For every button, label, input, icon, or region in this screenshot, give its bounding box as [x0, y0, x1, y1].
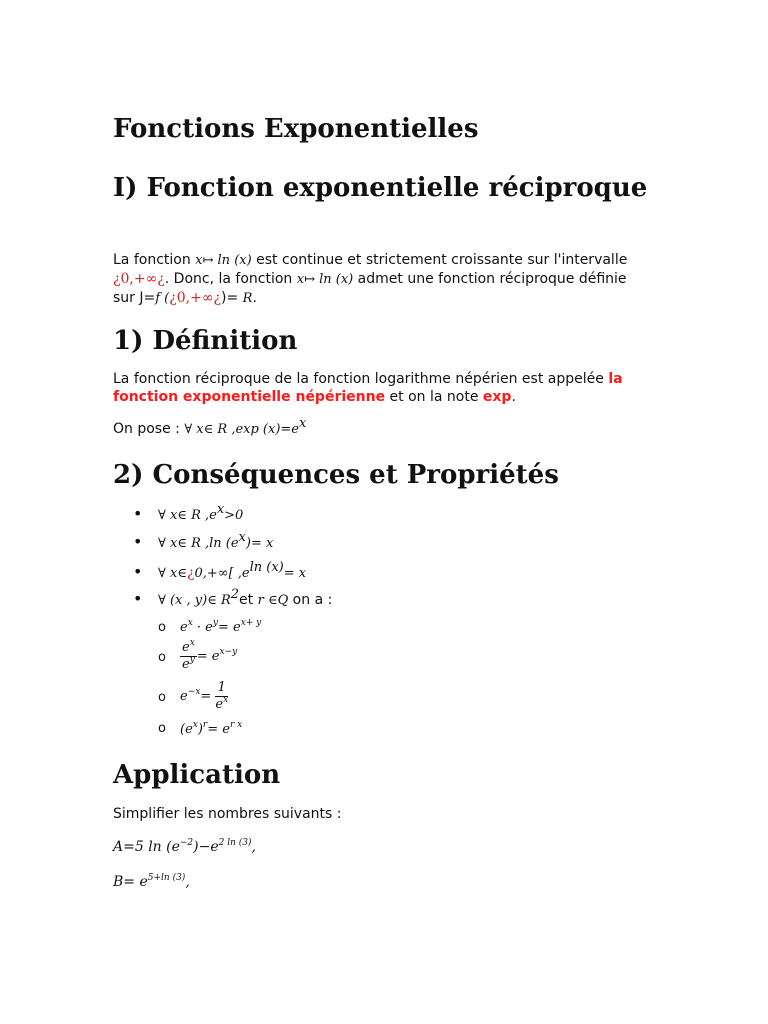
application-intro: Simplifier les nombres suivants :: [113, 806, 342, 822]
document-title: Fonctions Exponentielles: [113, 114, 479, 144]
sub-property-item: $(e^x)^r= e^{r x}$: [180, 720, 243, 737]
bullet-icon: •: [133, 589, 143, 608]
sub-bullet-icon: o: [158, 650, 166, 665]
section-heading-definition: 1) Définition: [113, 326, 298, 356]
equation-a: A=5 $\ln (e^{-2})-e^{2 ln (3)}$,: [113, 838, 256, 855]
property-item: ∀ (x , y)∈ $R^2et$ r ∈Q on a :: [158, 587, 333, 608]
section-heading-consequences: 2) Conséquences et Propriétés: [113, 460, 559, 490]
sub-bullet-icon: o: [158, 690, 166, 705]
section-heading-application: Application: [113, 760, 281, 790]
equation-b: $B= e^{5+ln (3)}$,: [113, 873, 190, 890]
pose-line: On pose : ∀ x∈ R ,exp $(x)=e^x$: [113, 416, 307, 437]
bullet-icon: •: [133, 504, 143, 523]
sub-property-item: $e^{-x}=$ $\frac{1}{e^x}$: [180, 680, 229, 712]
property-item: ∀ x∈¿0,+∞[ $,e^{ln (x)}= x$: [158, 560, 307, 581]
property-item: ∀ x∈ R ,ln $(e^x)= x$: [158, 530, 274, 551]
intro-paragraph: La fonction x↦ ln (x) est continue et strictement croissante sur l'intervalle ¿0,+∞¿. Donc, la fonction x↦ ln (x) admet une fonction réciproque définie sur J=f (¿0,+∞¿)= R.: [113, 252, 628, 306]
sub-bullet-icon: o: [158, 620, 166, 635]
sub-property-item: $e^x \cdot e^y= e^{x+ y}$: [180, 618, 262, 635]
section-heading-reciproque: I) Fonction exponentielle réciproque: [113, 173, 648, 203]
definition-paragraph: La fonction réciproque de la fonction logarithme népérien est appelée la fonction exponentielle népérienne et on la note exp.: [113, 371, 623, 405]
bullet-icon: •: [133, 532, 143, 551]
property-item: ∀ x∈ R $,e^x>0$: [158, 502, 244, 523]
bullet-icon: •: [133, 562, 143, 581]
sub-bullet-icon: o: [158, 721, 166, 736]
sub-property-item: $\frac{e^x}{e^y}$ = $e^{x-y}$: [181, 638, 238, 672]
